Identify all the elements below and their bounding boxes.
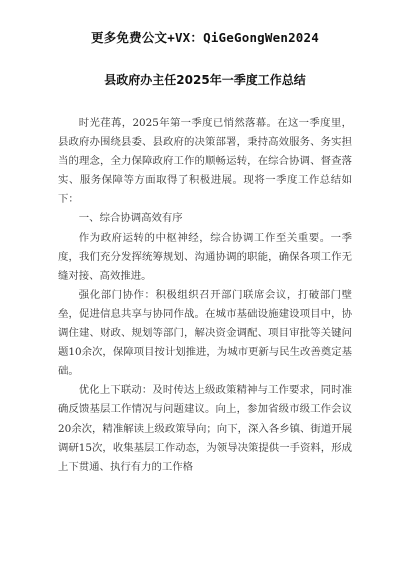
body-paragraph: 优化上下联动：及时传达上级政策精神与工作要求，同时准确反馈基层工作情况与问题建议。向上，参加省级市级工作会议20余次，精准解读上级政策导向；向下，深入各乡镇、街道开展调研15次，收集基层工作动态，为领导决策提供一手资料，形成上下贯通、执行有力的工作格 (58, 384, 352, 473)
body-paragraph: 作为政府运转的中枢神经，综合协调工作至关重要。一季度，我们充分发挥统筹规划、沟通协调的职能，确保各项工作无缝对接、高效推进。 (58, 231, 352, 282)
section-heading: 一、综合协调高效有序 (78, 212, 183, 225)
intro-paragraph: 时光荏苒，2025年第一季度已悄然落幕。在这一季度里，县政府办围绕县委、县政府的决策部署，秉持高效服务、务实担当的理念，全力保障政府工作的顺畅运转，在综合协调、督查落实、服务保障等方面取得了积极进展。现将一季度工作总结如下： (58, 117, 352, 206)
document-body (58, 114, 352, 477)
promo-banner: 更多免费公文+VX：QiGeGongWen2024 (91, 30, 319, 45)
body-paragraph: 强化部门协作：积极组织召开部门联席会议，打破部门壁垒，促进信息共享与协同作战。在城市基础设施建设项目中，协调住建、财政、规划等部门，解决资金调配、项目审批等关键问题10余次，保障项目按计划推进，为城市更新与民生改善奠定基础。 (58, 288, 352, 378)
document-title: 县政府办主任2025年一季度工作总结 (104, 73, 306, 87)
